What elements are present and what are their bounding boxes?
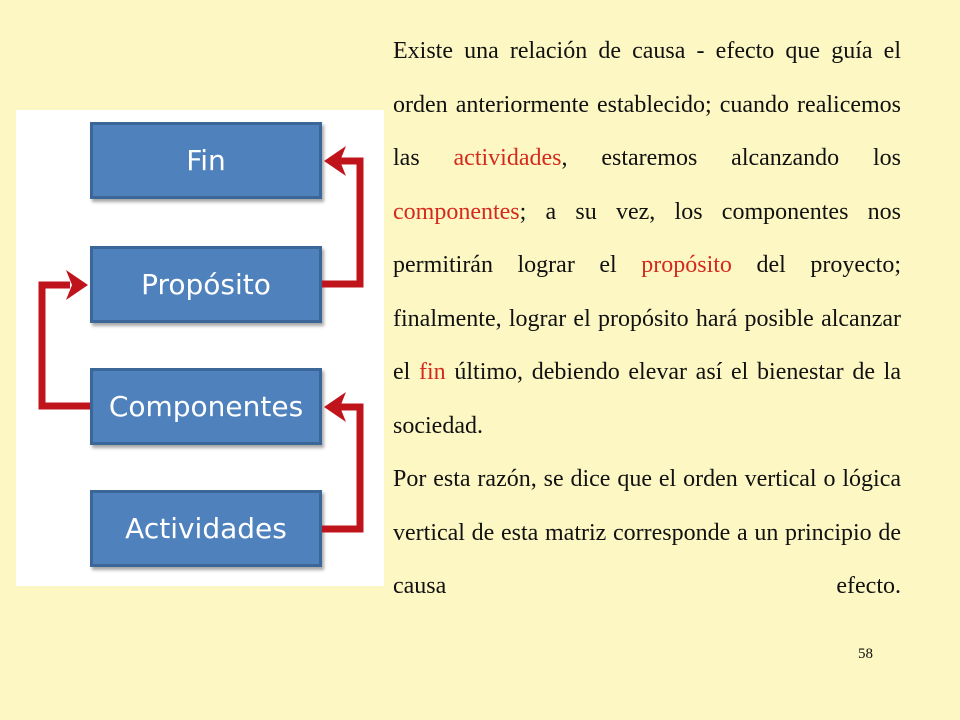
highlight-componentes: componentes [393, 198, 520, 225]
box-componentes: Componentes [90, 368, 322, 445]
logic-diagram [16, 110, 384, 586]
p1-text-5: último, debiendo elevar así el bienestar de la sociedad. [393, 359, 901, 439]
highlight-proposito: propósito [641, 252, 732, 278]
p1-text-1: Existe una relación de causa - efecto que guía el orden anteriormente establecido; cuando realicemos las [393, 38, 901, 171]
box-actividades: Actividades [90, 490, 322, 567]
p1-text-3: ; a su vez, los componentes nos permitirán lograr el [393, 198, 901, 278]
highlight-fin: fin [419, 359, 446, 385]
causal-arrows [16, 110, 384, 586]
p1-text-2: , estaremos alcanzando los [561, 145, 901, 171]
p1-text-4: del proyecto; finalmente, lograr el propósito hará posible alcanzar el [393, 252, 902, 385]
page-number: 58 [858, 646, 873, 662]
paragraph-2: Por esta razón, se dice que el orden vertical o lógica vertical de esta matriz corresponde a un principio de causa efecto. [393, 466, 901, 599]
arrow-actividades-to-componentes [322, 407, 360, 529]
box-proposito: Propósito [90, 246, 322, 323]
explanation-text [393, 25, 901, 614]
arrow-componentes-to-proposito [42, 285, 90, 406]
paragraph-1 [393, 25, 901, 453]
highlight-actividades: actividades [453, 145, 562, 171]
arrow-proposito-to-fin [322, 161, 360, 284]
box-fin: Fin [90, 122, 322, 199]
